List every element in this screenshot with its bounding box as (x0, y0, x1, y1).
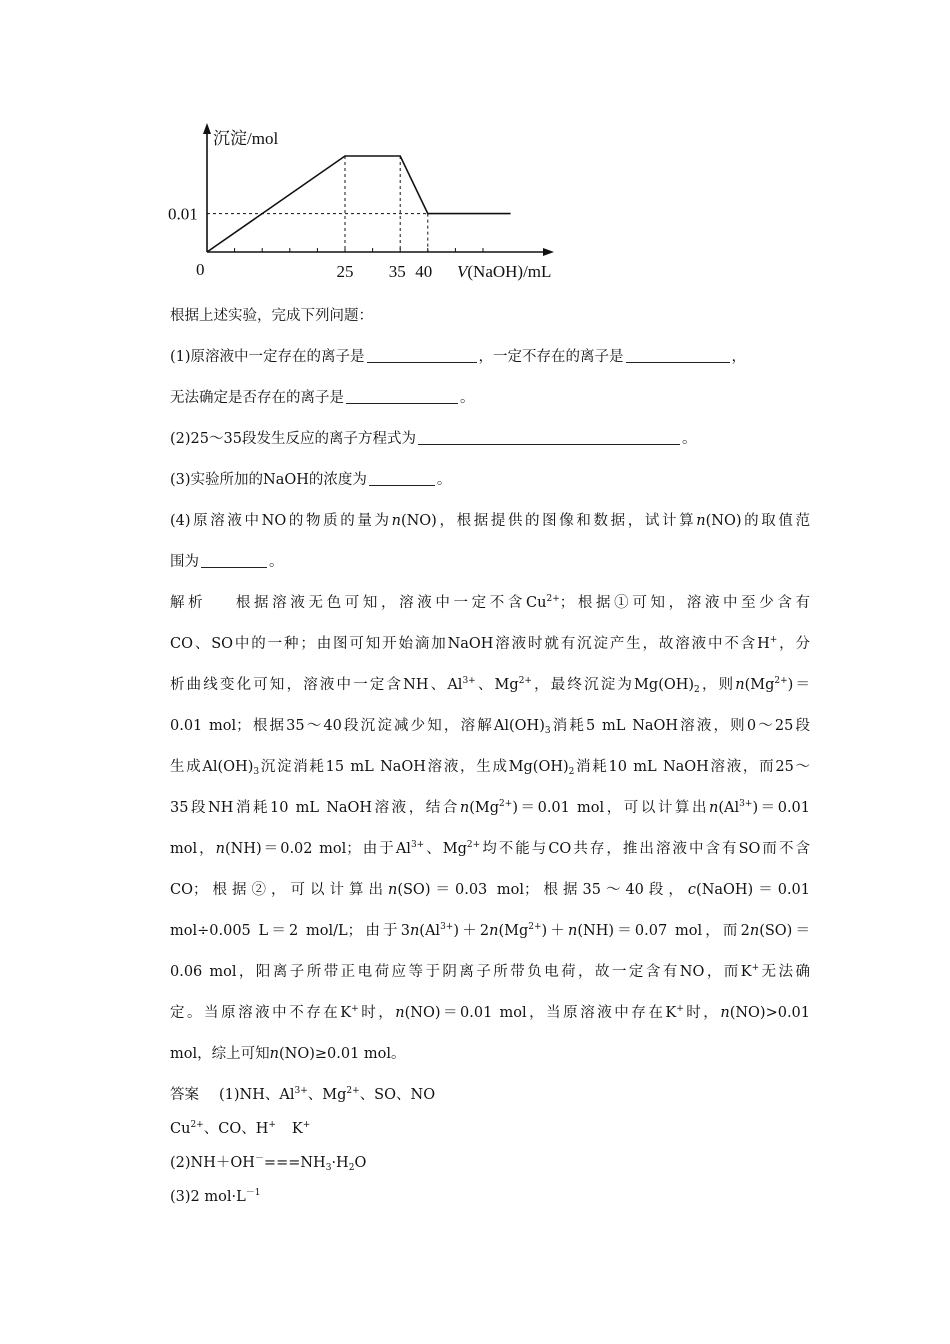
analysis-line-4 (170, 714, 810, 738)
analysis-text: 时， (358, 1005, 396, 1021)
subscript: 3 (544, 726, 551, 736)
superscript: －1 (245, 1188, 261, 1198)
subscript: 2 (694, 685, 700, 695)
superscript: + (751, 963, 760, 973)
question-1-line-1 (170, 345, 810, 369)
x-tick-label-40: 40 (415, 262, 433, 281)
x-axis-label-rest: (NaOH)/mL (467, 262, 552, 281)
analysis-text: 无法确 (759, 964, 810, 980)
question-2 (170, 427, 810, 451)
answer-line-2 (170, 1117, 810, 1141)
italic-n: n (489, 923, 499, 939)
analysis-text: 均不能与CO共存，推出溶液中含有SO而不含 (480, 841, 810, 857)
superscript: 2+ (346, 1086, 360, 1096)
superscript: 3+ (739, 799, 753, 809)
superscript: 2+ (774, 676, 788, 686)
q3-text-b: 。 (436, 472, 452, 488)
analysis-text: mol÷0.005 L＝2 mol/L；由于3 (170, 923, 410, 939)
x-axis-arrow (543, 248, 554, 256)
analysis-text: 35段NH消耗10 mL NaOH溶液，结合 (170, 800, 460, 816)
answer-text: 、Mg (307, 1087, 347, 1103)
q1-blank-3 (346, 388, 458, 404)
analysis-text: (Mg (498, 923, 529, 939)
x-axis-label (457, 262, 551, 281)
y-axis-arrow (203, 123, 211, 134)
analysis-text: mol，综上可知 (170, 1046, 270, 1062)
analysis-text: 消耗10 mL NaOH溶液，而25～ (574, 759, 810, 775)
analysis-text: (NH)＝0.02 mol；由于Al (225, 841, 411, 857)
analysis-text: CO、SO中的一种；由图可知开始滴加NaOH溶液时就有沉淀产生，故溶液中不含H (170, 636, 770, 652)
subscript: 2 (348, 1163, 355, 1173)
analysis-text: ，则 (699, 677, 736, 693)
answer-text: O (354, 1155, 367, 1171)
italic-n: n (395, 1005, 405, 1021)
q2-blank (418, 429, 680, 445)
answer-text: (3)2 mol·L (170, 1189, 246, 1205)
analysis-text: 、Mg (475, 677, 519, 693)
q4-n-2: n (696, 513, 706, 529)
analysis-text: 消耗5 mL NaOH溶液，则0～25段 (550, 718, 810, 734)
answer-text: 、CO、H (203, 1121, 269, 1137)
analysis-text: )＝0.01 mol，可以计算出 (512, 800, 710, 816)
analysis-text: mol， (170, 841, 216, 857)
x-tick-label-35: 35 (388, 262, 406, 281)
analysis-line-5 (170, 755, 810, 779)
analysis-text: (Al (419, 923, 441, 939)
q4-text-d: 围为 (170, 554, 199, 570)
analysis-text: 、Mg (424, 841, 467, 857)
analysis-text: 生成Al(OH) (170, 759, 254, 775)
answer-text: ·H (331, 1155, 349, 1171)
x-tick-label-25: 25 (336, 262, 354, 281)
analysis-text: 0.06 mol，阳离子所带正电荷应等于阴离子所带负电荷，故一定含有NO，而K (170, 964, 752, 980)
analysis-line-9 (170, 919, 810, 943)
q4-blank (201, 552, 267, 568)
question-1-line-2 (170, 386, 810, 410)
question-4-line-1 (170, 509, 810, 533)
y-tick-label: 0.01 (168, 204, 198, 224)
analysis-text: )＝0.01 (752, 800, 811, 816)
analysis-text: (Mg (469, 800, 500, 816)
x-axis-label-v: V (457, 262, 468, 281)
superscript: + (676, 1004, 684, 1014)
superscript: 3+ (410, 840, 425, 850)
italic-n: n (709, 800, 719, 816)
superscript: 2+ (546, 594, 560, 604)
subscript: 2 (568, 767, 575, 777)
analysis-text: (NO)>0.01 (729, 1005, 811, 1021)
q2-text-b: 。 (681, 431, 697, 447)
italic-n: n (269, 1046, 279, 1062)
italic-n: n (749, 923, 760, 939)
superscript: + (268, 1120, 276, 1130)
q4-text-a: (4)原溶液中NO的物质的量为 (170, 513, 392, 529)
q4-text-b: (NO)，根据提供的图像和数据，试计算 (400, 513, 697, 529)
superscript: 2+ (528, 922, 542, 932)
answer-text: K (291, 1121, 303, 1137)
analysis-line-6 (170, 796, 810, 820)
answer-line-4 (170, 1185, 810, 1209)
analysis-text: (NaOH)＝0.01 (696, 882, 810, 898)
q1-text-c: ， (731, 349, 747, 365)
answer-line-3 (170, 1151, 810, 1175)
superscript: 3+ (440, 922, 454, 932)
italic-n: n (735, 677, 745, 693)
question-content (170, 304, 810, 1219)
analysis-text: 时， (683, 1005, 721, 1021)
analysis-text: 0.01 mol；根据35～40段沉淀减少知，溶解Al(OH) (170, 718, 545, 734)
italic-n: n (568, 923, 578, 939)
analysis-label: 解析 (170, 595, 207, 611)
superscript: + (351, 1004, 359, 1014)
superscript: 3+ (462, 676, 476, 686)
y-axis-label: 沉淀/mol (213, 129, 279, 148)
analysis-line-1 (170, 591, 810, 615)
analysis-line-10 (170, 960, 810, 984)
analysis-text: 定。当原溶液中不存在K (170, 1005, 352, 1021)
analysis-text: )＋2 (453, 923, 490, 939)
analysis-text: ；根据①可知，溶液中至少含有 (559, 595, 811, 611)
analysis-text: 沉淀消耗15 mL NaOH溶液，生成Mg(OH) (259, 759, 569, 775)
question-3 (170, 468, 810, 492)
analysis-text: 析曲线变化可知，溶液中一定含NH、Al (170, 677, 463, 693)
analysis-line-7 (170, 837, 810, 861)
answer-text: (2)NH＋OH (170, 1155, 255, 1171)
q4-n-1: n (391, 513, 401, 529)
analysis-text: ，分 (777, 636, 811, 652)
analysis-text: 根据溶液无色可知，溶液中一定不含Cu (232, 595, 547, 611)
subscript: 3 (325, 1163, 332, 1173)
italic-n: n (409, 923, 420, 939)
question-4-line-2 (170, 550, 810, 574)
q1-text-d: 无法确定是否存在的离子是 (170, 390, 344, 406)
q2-text-a: (2)25～35段发生反应的离子方程式为 (170, 431, 416, 447)
superscript: 2+ (499, 799, 513, 809)
answer-text: (1)NH、Al (219, 1087, 295, 1103)
superscript: + (302, 1120, 311, 1130)
analysis-text: (NO)＝0.01 mol，当原溶液中存在K (404, 1005, 677, 1021)
analysis-text: )＝ (787, 677, 810, 693)
analysis-line-8 (170, 878, 810, 902)
q1-text-b: ，一定不存在的离子是 (478, 349, 624, 365)
precipitate-curve (207, 156, 511, 252)
q3-blank (369, 470, 435, 486)
q1-blank-1 (367, 347, 477, 363)
italic-n: n (720, 1005, 730, 1021)
analysis-text: (Mg (744, 677, 775, 693)
answer-text: ===NH (263, 1155, 326, 1171)
q4-text-e: 。 (269, 554, 284, 570)
superscript: + (769, 635, 778, 645)
answer-line-1 (170, 1083, 810, 1107)
analysis-line-2 (170, 632, 810, 656)
origin-label: 0 (196, 260, 205, 279)
q4-text-c: (NO)的取值范 (705, 513, 811, 529)
analysis-line-3 (170, 673, 810, 697)
answer-label: 答案 (170, 1087, 199, 1103)
superscript: 2+ (190, 1120, 204, 1130)
intro-text: 根据上述实验，完成下列问题： (170, 308, 373, 324)
analysis-text: ，最终沉淀为Mg(OH) (531, 677, 695, 693)
analysis-text: (NH)＝0.07 mol，而2 (577, 923, 750, 939)
analysis-text: CO；根据②，可以计算出 (170, 882, 388, 898)
superscript: － (254, 1154, 264, 1164)
subscript: 3 (253, 767, 260, 777)
precipitate-graph (160, 118, 580, 290)
analysis-text: (Al (718, 800, 740, 816)
italic-n: n (388, 882, 398, 898)
italic-n: n (459, 800, 470, 816)
q1-text-a: (1)原溶液中一定存在的离子是 (170, 349, 365, 365)
superscript: 3+ (294, 1086, 308, 1096)
analysis-line-11 (170, 1001, 810, 1025)
analysis-text: (NO)≥0.01 mol。 (278, 1046, 406, 1062)
superscript: 2+ (518, 676, 532, 686)
answer-text: Cu (170, 1121, 191, 1137)
italic-n: n (215, 841, 226, 857)
q1-blank-2 (626, 347, 730, 363)
analysis-text: )＋ (541, 923, 569, 939)
graph-svg (160, 118, 580, 290)
analysis-line-12 (170, 1042, 810, 1066)
answer-text: 、SO、NO (359, 1087, 436, 1103)
analysis-text: (SO)＝ (759, 923, 810, 939)
analysis-text: (SO)＝0.03 mol；根据35～40段， (397, 882, 688, 898)
dashed-guides (207, 156, 428, 252)
italic-c: c (687, 882, 697, 898)
superscript: 2+ (466, 840, 481, 850)
q3-text-a: (3)实验所加的NaOH的浓度为 (170, 472, 367, 488)
q1-text-e: 。 (460, 390, 475, 406)
